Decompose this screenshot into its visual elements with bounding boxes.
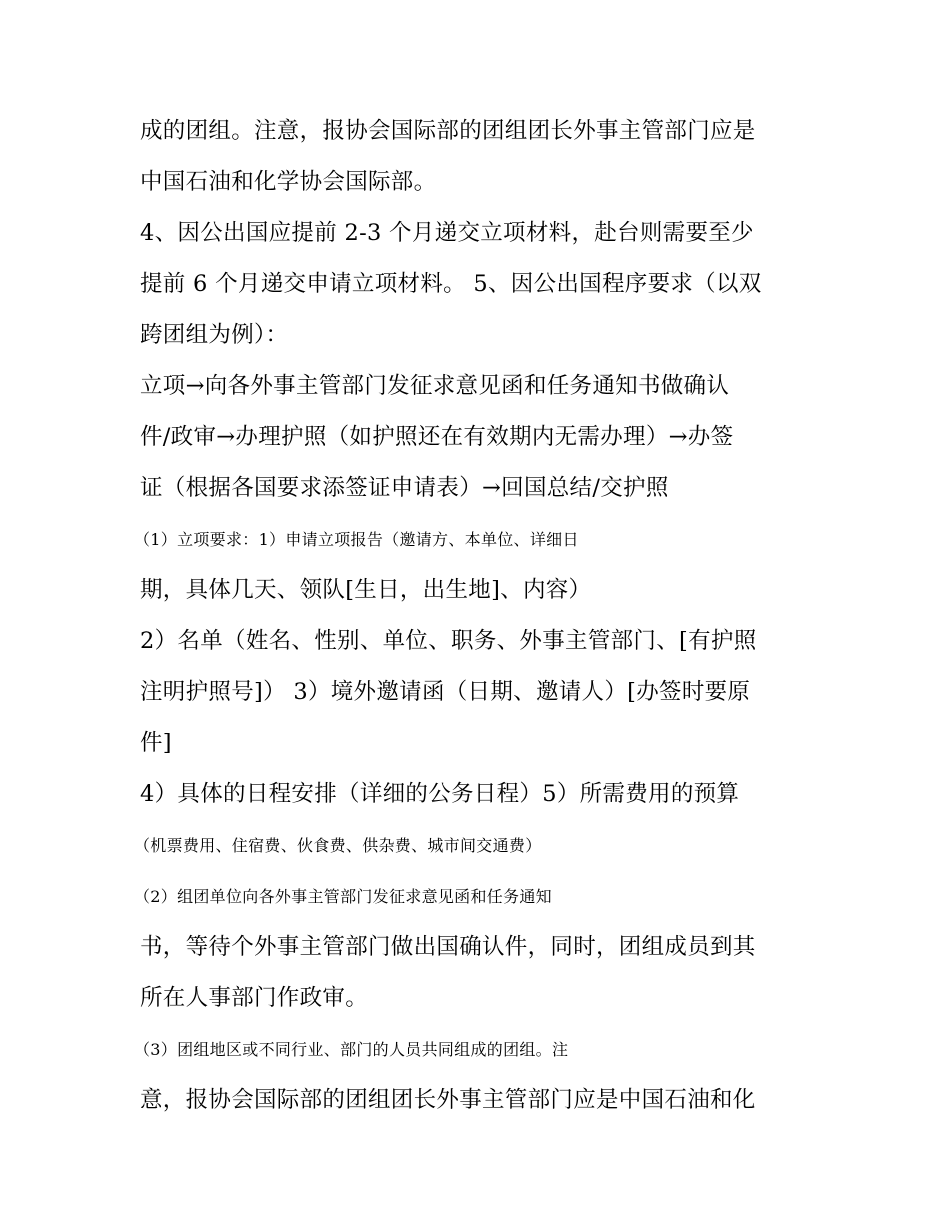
- text-line: 立项→向各外事主管部门发征求意见函和任务通知书做确认: [140, 373, 730, 399]
- text-line: 4、因公出国应提前 2-3 个月递交立项材料，赴台则需要至少: [140, 220, 754, 246]
- text-line: 跨团组为例）：: [140, 322, 289, 348]
- text-line: 4）具体的日程安排（详细的公务日程）5）所需费用的预算: [140, 781, 740, 807]
- text-line: 件]: [140, 730, 172, 756]
- text-line: 件/政审→办理护照（如护照还在有效期内无需办理）→办签: [140, 424, 734, 450]
- document-body: [134, 106, 816, 1126]
- text-line: （机票费用、住宿费、伙食费、供杂费、城市间交通费）: [134, 836, 542, 855]
- text-line: 期，具体几天、领队[生日，出生地]、内容）: [140, 577, 592, 603]
- text-line: 2）名单（姓名、性别、单位、职务、外事主管部门、[有护照: [140, 628, 757, 654]
- text-line: 中国石油和化学协会国际部。: [140, 169, 437, 195]
- text-line: 所在人事部门作政审。: [140, 985, 369, 1011]
- text-line: 意，报协会国际部的团组团长外事主管部门应是中国石油和化: [140, 1087, 756, 1113]
- text-line: 成的团组。注意，报协会国际部的团组团长外事主管部门应是: [140, 118, 756, 144]
- text-line: （1）立项要求：1）申请立项报告（邀请方、本单位、详细日: [134, 530, 579, 549]
- text-line: 提前 6 个月递交申请立项材料。 5、因公出国程序要求（以双: [140, 271, 762, 297]
- text-line: （2）组团单位向各外事主管部门发征求意见函和任务通知: [134, 887, 552, 906]
- text-line: 证（根据各国要求添签证申请表）→回国总结/交护照: [140, 475, 669, 501]
- text-line: 书，等待个外事主管部门做出国确认件，同时，团组成员到其: [140, 934, 756, 960]
- text-line: 注明护照号]） 3）境外邀请函（日期、邀请人）[办签时要原: [140, 679, 751, 705]
- text-line: （3）团组地区或不同行业、部门的人员共同组成的团组。注: [134, 1040, 569, 1059]
